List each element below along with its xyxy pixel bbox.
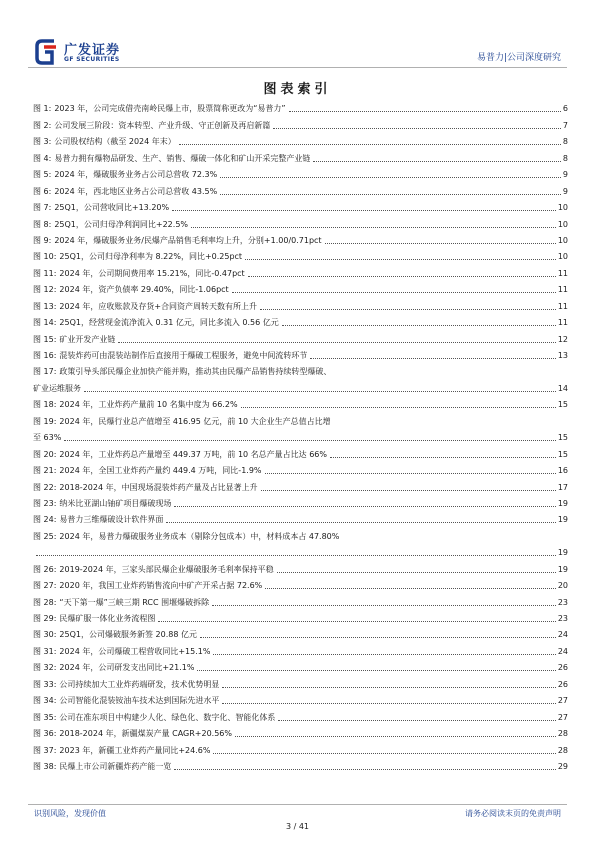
toc-entry-text: 混装炸药可由混装站制作后直接用于爆破工程服务，避免中间流转环节 — [59, 351, 308, 360]
toc-entry-text: 2024 年，工业炸药产量前 10 名集中度为 66.2% — [59, 400, 238, 410]
toc-entry[interactable] — [33, 758, 568, 774]
toc-entry[interactable] — [33, 396, 568, 412]
toc-entry-label: 图 30: — [33, 630, 57, 640]
toc-entry[interactable] — [33, 330, 568, 346]
toc-entry-label: 图 25: — [33, 531, 57, 541]
toc-entry-label: 图 14: — [33, 318, 57, 328]
toc-entry-text: 2024 年，全国工业炸药产量约 449.4 万吨，同比-1.9% — [59, 466, 262, 476]
page-number: 3 / 41 — [285, 822, 310, 831]
toc-entry-page: 11 — [557, 285, 568, 295]
toc-leader-dots — [118, 342, 555, 343]
toc-entry-text: 易普力拥有爆物品研发、生产、销售、爆破一体化和矿山开采完整产业链 — [54, 153, 311, 163]
toc-entry-page: 14 — [557, 383, 568, 393]
toc-leader-dots — [166, 522, 555, 523]
toc-leader-dots — [64, 440, 555, 441]
toc-entry-page: 13 — [557, 351, 568, 360]
footer-slogan: 识别风险，发现价值 — [34, 809, 106, 818]
toc-entry-page: 9 — [562, 186, 568, 196]
toc-entry-label: 图 35: — [33, 712, 57, 722]
toc-entry-text: 25Q1，公司归母净利率为 8.22%，同比+0.25pct — [59, 252, 243, 262]
toc-entry-text: 2023 年，新疆工业炸药产量同比+24.6% — [59, 745, 211, 755]
toc-entry-page: 24 — [557, 630, 568, 640]
toc-entry[interactable] — [33, 100, 568, 116]
toc-entry-second-line — [33, 542, 568, 558]
toc-leader-dots — [174, 506, 555, 507]
toc-entry[interactable] — [33, 166, 568, 182]
toc-entry[interactable] — [33, 412, 568, 445]
toc-entry[interactable] — [33, 511, 568, 527]
toc-entry-second-line — [33, 427, 568, 443]
toc-entry-label: 图 7: — [33, 203, 52, 213]
toc-entry[interactable] — [33, 626, 568, 642]
toc-entry[interactable] — [33, 577, 568, 593]
toc-entry[interactable] — [33, 560, 568, 576]
toc-entry[interactable] — [33, 232, 568, 248]
toc-leader-dots — [36, 555, 556, 556]
toc-entry[interactable] — [33, 642, 568, 658]
toc-entry-page: 24 — [557, 646, 568, 656]
toc-entry-label: 图 13: — [33, 301, 57, 311]
toc-entry-label: 图 21: — [33, 466, 57, 476]
toc-entry-label: 图 18: — [33, 400, 57, 410]
toc-entry-label: 图 1: — [33, 104, 52, 114]
toc-leader-dots — [282, 325, 556, 326]
toc-entry[interactable] — [33, 248, 568, 264]
toc-entry-text: 公司在准东项目中构建少人化、绿色化、数字化、智能化体系 — [59, 712, 276, 722]
toc-leader-dots — [200, 637, 556, 638]
logo-english-name: GF SECURITIES — [64, 56, 120, 63]
toc-leader-dots — [212, 605, 556, 606]
toc-leader-dots — [232, 292, 556, 293]
toc-entry-label: 图 28: — [33, 597, 57, 607]
toc-entry[interactable] — [33, 495, 568, 511]
toc-entry-label: 图 19: — [33, 416, 57, 426]
toc-entry-text: 2023 年，公司完成借壳南岭民爆上市，股票简称更改为“易普力” — [54, 104, 286, 114]
toc-entry-text: 民爆上市公司新疆炸药产能一览 — [59, 761, 172, 771]
toc-entry-first-line — [33, 412, 568, 426]
toc-entry-label: 图 15: — [33, 334, 57, 344]
toc-leader-dots — [235, 736, 556, 737]
toc-entry-page: 19 — [557, 548, 568, 558]
toc-entry-label: 图 38: — [33, 761, 57, 771]
toc-entry-page: 10 — [557, 219, 568, 229]
toc-leader-dots — [261, 490, 556, 491]
toc-entry-page: 10 — [557, 252, 568, 262]
toc-entry-page: 27 — [557, 696, 568, 706]
toc-entry-page: 10 — [557, 203, 568, 213]
toc-entry-label: 图 26: — [33, 564, 57, 574]
toc-entry-text: 公司持续加大工业炸药端研发，技术优势明显 — [59, 679, 220, 689]
toc-entry-page: 28 — [557, 745, 568, 755]
toc-entry-page: 17 — [557, 482, 568, 492]
toc-entry-page: 7 — [562, 120, 568, 130]
toc-entry[interactable] — [33, 264, 568, 280]
toc-entry-label: 图 10: — [33, 252, 57, 262]
toc-entry[interactable] — [33, 741, 568, 757]
page-header — [0, 0, 595, 72]
toc-entry-page: 9 — [562, 170, 568, 180]
toc-entry-label: 图 11: — [33, 268, 57, 278]
toc-entry-text: 2024 年，资产负债率 29.40%，同比-1.06pct — [59, 285, 229, 295]
toc-entry-text: 25Q1，经营现金流净流入 0.31 亿元，同比多流入 0.56 亿元 — [59, 318, 279, 328]
toc-leader-dots — [220, 194, 561, 195]
toc-entry-text: 政策引导头部民爆企业加快产能并购，推动其由民爆产品销售持续转型爆破、 — [59, 367, 332, 377]
toc-entry-text: 25Q1，公司营收同比+13.20% — [54, 203, 170, 213]
toc-entry-page: 10 — [557, 235, 568, 245]
toc-entry-text: 矿业开发产业链 — [59, 334, 116, 344]
page-title: 图表索引 — [263, 82, 332, 97]
toc-entry[interactable] — [33, 314, 568, 330]
toc-entry-label: 图 3: — [33, 137, 52, 147]
toc-entry-first-line — [33, 527, 568, 541]
toc-entry-page: 26 — [557, 679, 568, 689]
gf-securities-logo — [34, 38, 144, 68]
toc-leader-dots — [245, 259, 556, 260]
toc-leader-dots — [197, 670, 555, 671]
toc-entry[interactable] — [33, 133, 568, 149]
toc-entry-text: 2018-2024 年，中国现场混装炸药产量及占比显著上升 — [59, 482, 258, 492]
toc-entry-text: 公司发展三阶段：资本转型、产业升级、守正创新及再启新篇 — [54, 120, 271, 130]
toc-leader-dots — [248, 276, 556, 277]
toc-leader-dots — [172, 210, 556, 211]
toc-entry[interactable] — [33, 149, 568, 165]
toc-entry[interactable] — [33, 462, 568, 478]
toc-leader-dots — [277, 572, 556, 573]
toc-entry-label: 图 32: — [33, 663, 57, 673]
toc-entry-text: 2024 年，工业炸药总产量增至 449.37 万吨，前 10 名总产量占比达 66% — [59, 449, 327, 459]
toc-entry-page: 11 — [557, 301, 568, 311]
header-divider — [28, 67, 567, 68]
toc-leader-dots — [310, 358, 555, 359]
toc-entry-text-continued: 矿业运维服务 — [33, 383, 81, 393]
toc-entry[interactable] — [33, 199, 568, 215]
toc-entry-label: 图 29: — [33, 614, 57, 623]
toc-leader-dots — [174, 769, 555, 770]
toc-entry-page: 23 — [557, 614, 568, 623]
toc-entry-label: 图 27: — [33, 581, 57, 591]
toc-leader-dots — [278, 720, 555, 721]
report-type-label: 易普力|公司深度研究 — [476, 53, 561, 63]
toc-entry-text: 2024 年，爆破服务业务/民爆产品销售毛利率均上升，分别+1.00/0.71pct — [54, 235, 322, 245]
toc-leader-dots — [241, 407, 556, 408]
toc-entry-page: 26 — [557, 663, 568, 673]
toc-entry-label: 图 16: — [33, 351, 57, 360]
logo-chinese-name: 广发证券 — [64, 43, 121, 58]
toc-entry[interactable] — [33, 593, 568, 609]
toc-entry[interactable] — [33, 659, 568, 675]
toc-entry-page: 15 — [557, 400, 568, 410]
toc-entry-text: 2024 年，公司研发支出同比+21.1% — [59, 663, 195, 673]
toc-entry-label: 图 36: — [33, 729, 57, 739]
toc-entry-second-line — [33, 377, 568, 393]
toc-entry-label: 图 9: — [33, 235, 52, 245]
toc-entry-page: 12 — [557, 334, 568, 344]
toc-leader-dots — [220, 177, 561, 178]
toc-entry-first-line — [33, 363, 568, 377]
toc-entry-label: 图 2: — [33, 120, 52, 130]
toc-entry[interactable] — [33, 281, 568, 297]
toc-entry-text: 2024 年，易普力爆破服务业务成本（剔除分包成本）中，材料成本占 47.80% — [59, 531, 340, 541]
toc-entry-page: 27 — [557, 712, 568, 722]
toc-leader-dots — [330, 457, 556, 458]
toc-leader-dots — [325, 243, 556, 244]
toc-entry[interactable] — [33, 675, 568, 691]
toc-leader-dots — [313, 161, 561, 162]
toc-entry-page: 19 — [557, 498, 568, 508]
toc-entry-text: 2024 年，公司爆破工程营收同比+15.1% — [59, 646, 211, 656]
toc-leader-dots — [179, 144, 561, 145]
toc-entry-text: 公司股权结构（截至 2024 年末） — [54, 137, 176, 147]
toc-entry-text: 2019-2024 年，三家头部民爆企业爆破服务毛利率保持平稳 — [59, 564, 274, 574]
toc-leader-dots — [265, 588, 556, 589]
toc-entry-text: 25Q1，公司归母净利润同比+22.5% — [54, 219, 189, 229]
toc-entry-page: 15 — [557, 449, 568, 459]
toc-entry-page: 8 — [562, 137, 568, 147]
figure-index-list — [33, 100, 568, 774]
toc-entry-text: 2024 年，应收账款及存货+合同资产周转天数有所上升 — [59, 301, 258, 311]
toc-entry-text: 公司智能化混装铵油车技术达到国际先进水平 — [59, 696, 220, 706]
toc-entry-text: 2024 年，民爆行业总产值增至 416.95 亿元，前 10 大企业生产总值占比增 — [59, 416, 331, 426]
toc-leader-dots — [265, 473, 556, 474]
toc-entry-text: 2024 年，西北地区业务占公司总营收 43.5% — [54, 186, 218, 196]
toc-entry-page: 11 — [557, 268, 568, 278]
toc-entry-label: 图 33: — [33, 679, 57, 689]
toc-leader-dots — [213, 654, 555, 655]
toc-entry-label: 图 37: — [33, 745, 57, 755]
toc-entry-text: 易普力三维爆破设计软件界面 — [59, 515, 164, 525]
toc-entry-label: 图 12: — [33, 285, 57, 295]
toc-leader-dots — [191, 227, 556, 228]
toc-entry[interactable] — [33, 116, 568, 132]
toc-entry[interactable] — [33, 725, 568, 741]
toc-entry[interactable] — [33, 297, 568, 313]
toc-entry[interactable] — [33, 445, 568, 461]
toc-entry[interactable] — [33, 692, 568, 708]
toc-entry-label: 图 5: — [33, 170, 52, 180]
toc-entry-label: 图 4: — [33, 153, 52, 163]
toc-entry-page: 23 — [557, 597, 568, 607]
toc-entry[interactable] — [33, 215, 568, 231]
toc-entry-label: 图 31: — [33, 646, 57, 656]
toc-entry-label: 图 20: — [33, 449, 57, 459]
toc-entry-text: 纳米比亚湖山铀矿项目爆破现场 — [59, 498, 172, 508]
toc-entry-text: 2018-2024 年，新疆煤炭产量 CAGR+20.56% — [59, 729, 232, 739]
toc-leader-dots — [222, 703, 555, 704]
toc-entry[interactable] — [33, 708, 568, 724]
toc-entry-label: 图 6: — [33, 186, 52, 196]
gf-logo-icon — [34, 38, 60, 66]
toc-entry-text-continued: 至 63% — [33, 433, 62, 443]
toc-leader-dots — [289, 111, 561, 112]
toc-entry-page: 11 — [557, 318, 568, 328]
toc-entry-page: 28 — [557, 729, 568, 739]
footer-divider — [28, 804, 567, 805]
toc-entry-page: 19 — [557, 564, 568, 574]
toc-entry-page: 20 — [557, 581, 568, 591]
toc-leader-dots — [213, 753, 555, 754]
toc-entry-page: 6 — [562, 104, 568, 114]
toc-entry[interactable] — [33, 347, 568, 363]
toc-entry[interactable] — [33, 478, 568, 494]
toc-entry-label: 图 17: — [33, 367, 57, 377]
toc-entry-text: 民爆矿服一体化业务流程图 — [59, 614, 156, 623]
footer-disclaimer-note: 请务必阅读末页的免责声明 — [465, 809, 561, 818]
toc-leader-dots — [260, 309, 556, 310]
toc-entry-page: 15 — [557, 433, 568, 443]
toc-entry-label: 图 24: — [33, 515, 57, 525]
toc-entry-text: 25Q1，公司爆破服务新签 20.88 亿元 — [59, 630, 197, 640]
toc-entry-page: 19 — [557, 515, 568, 525]
toc-entry-label: 图 22: — [33, 482, 57, 492]
toc-leader-dots — [222, 687, 555, 688]
toc-entry-label: 图 8: — [33, 219, 52, 229]
toc-entry-text: 2020 年，我国工业炸药销售流向中矿产开采占据 72.6% — [59, 581, 263, 591]
toc-entry-label: 图 23: — [33, 498, 57, 508]
toc-entry[interactable] — [33, 527, 568, 560]
toc-entry-page: 29 — [557, 761, 568, 771]
toc-entry-page: 8 — [562, 153, 568, 163]
toc-entry-label: 图 34: — [33, 696, 57, 706]
toc-leader-dots — [158, 621, 555, 622]
toc-entry[interactable] — [33, 363, 568, 396]
toc-entry-text: 2024 年，爆破服务业务占公司总营收 72.3% — [54, 170, 218, 180]
toc-leader-dots — [84, 391, 556, 392]
toc-entry-text: 2024 年，公司期间费用率 15.21%，同比-0.47pct — [59, 268, 245, 278]
toc-entry-text: “天下第一爆”三峡三期 RCC 围堰爆破拆除 — [59, 597, 210, 607]
toc-entry[interactable] — [33, 610, 568, 626]
toc-entry-page: 16 — [557, 466, 568, 476]
toc-leader-dots — [273, 128, 561, 129]
toc-entry[interactable] — [33, 182, 568, 198]
